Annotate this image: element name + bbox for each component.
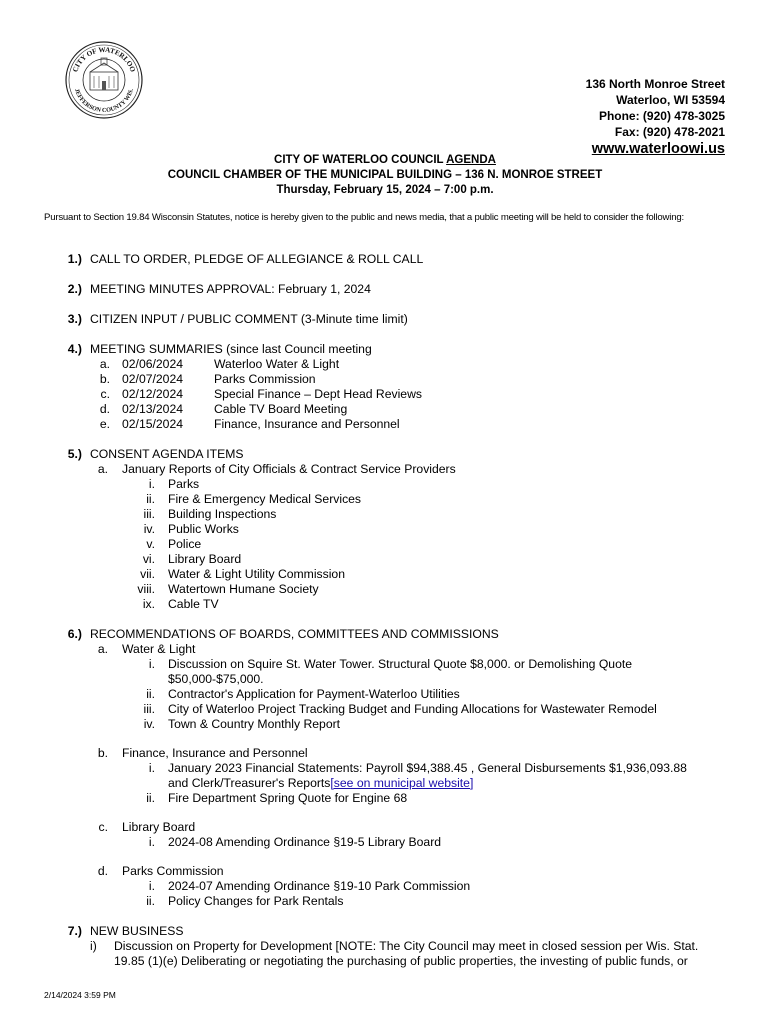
- subsection-letter: c.: [98, 820, 108, 834]
- new-business-item: [0, 939, 770, 969]
- public-notice: Pursuant to Section 19.84 Wisconsin Statutes, notice is hereby given to the public and news media, that a public meeting will be held to consider the following:: [44, 212, 684, 223]
- section-number: 5.): [67, 447, 82, 461]
- section-title: CALL TO ORDER, PLEDGE OF ALLEGIANCE & ROLL CALL: [90, 252, 424, 266]
- agenda-title-prefix: CITY OF WATERLOO COUNCIL: [274, 154, 447, 166]
- section-number: 7.): [67, 924, 82, 938]
- item-text: Library Board: [168, 552, 242, 566]
- print-timestamp: 2/14/2024 3:59 PM: [44, 990, 116, 1000]
- summary-letter: c.: [100, 387, 110, 401]
- report-item: [0, 477, 770, 492]
- summary-letter: e.: [99, 417, 110, 431]
- item-numeral: vii.: [140, 567, 155, 581]
- summary-name: Finance, Insurance and Personnel: [214, 417, 400, 431]
- item-text: Discussion on Squire St. Water Tower. Structural Quote $8,000. or Demolishing Quote $50,000-$75,000.: [168, 657, 633, 686]
- report-item: [0, 567, 770, 582]
- section-title: MEETING MINUTES APPROVAL: February 1, 2024: [90, 282, 371, 296]
- report-item: [0, 507, 770, 522]
- agenda-list: [0, 252, 770, 984]
- item-text: 2024-07 Amending Ordinance §19-10 Park Commission: [168, 879, 471, 893]
- summary-date: 02/12/2024: [122, 387, 183, 401]
- item-numeral: ix.: [142, 597, 155, 611]
- subsection-title: Library Board: [122, 820, 196, 834]
- summary-name: Parks Commission: [214, 372, 316, 386]
- subsection-library: [0, 820, 770, 850]
- item-numeral: ii.: [146, 687, 155, 701]
- report-item: [0, 597, 770, 612]
- item-text: Policy Changes for Park Rentals: [168, 894, 344, 908]
- item-text: Water & Light Utility Commission: [168, 567, 345, 581]
- report-item: [0, 492, 770, 507]
- summary-letter: d.: [99, 402, 110, 416]
- item-numeral: iv.: [143, 717, 155, 731]
- summary-name: Special Finance – Dept Head Reviews: [214, 387, 422, 401]
- item-numeral: i.: [148, 657, 155, 671]
- summary-name: Cable TV Board Meeting: [214, 402, 348, 416]
- subsection-letter: a.: [97, 462, 108, 476]
- item-numeral: viii.: [137, 582, 155, 596]
- subsection-letter: d.: [97, 864, 108, 878]
- recommendation-item: [0, 879, 770, 894]
- agenda-section-2: [0, 282, 770, 297]
- item-text: Discussion on Property for Development [NOTE: The City Council may meet in closed session per Wis. Stat. 19.85 (1)(e) Deliberating or negotiating the purchasing of public properties, the investing of public funds, or: [114, 939, 699, 968]
- item-numeral: ii.: [146, 791, 155, 805]
- city-seal-icon: [64, 40, 144, 120]
- summary-letter: b.: [99, 372, 110, 386]
- subsection-heading: [0, 462, 770, 477]
- item-numeral: i.: [148, 879, 155, 893]
- subsection-title: Finance, Insurance and Personnel: [122, 746, 308, 760]
- address-block: [586, 76, 725, 159]
- summary-date: 02/06/2024: [122, 357, 183, 371]
- recommendation-item: [0, 761, 770, 791]
- summary-date: 02/07/2024: [122, 372, 183, 386]
- item-numeral: ii.: [146, 894, 155, 908]
- agenda-title-block: [0, 153, 770, 198]
- agenda-title: [0, 153, 770, 168]
- recommendation-item: [0, 702, 770, 717]
- report-item: [0, 522, 770, 537]
- report-item: [0, 537, 770, 552]
- item-text: City of Waterloo Project Tracking Budget and Funding Allocations for Wastewater Remodel: [168, 702, 657, 716]
- item-text: Police: [168, 537, 202, 551]
- agenda-section-7: [0, 924, 770, 969]
- recommendation-item: [0, 717, 770, 732]
- item-numeral: iii.: [143, 702, 155, 716]
- summary-date: 02/15/2024: [122, 417, 183, 431]
- subsection-title: Water & Light: [122, 642, 196, 656]
- subsection-water-light: [0, 642, 770, 732]
- summary-item: [0, 417, 770, 432]
- item-text: Town & Country Monthly Report: [168, 717, 341, 731]
- summary-date: 02/13/2024: [122, 402, 183, 416]
- item-numeral: vi.: [142, 552, 155, 566]
- svg-text:JEFFERSON COUNTY WIS.: JEFFERSON COUNTY WIS.: [72, 87, 136, 115]
- item-text: Fire & Emergency Medical Services: [168, 492, 362, 506]
- street-address: 136 North Monroe Street: [585, 77, 725, 91]
- subsection-letter: b.: [97, 746, 108, 760]
- item-text: Public Works: [168, 522, 239, 536]
- summary-item: [0, 372, 770, 387]
- section-title: RECOMMENDATIONS OF BOARDS, COMMITTEES AND COMMISSIONS: [90, 627, 499, 641]
- item-text: Fire Department Spring Quote for Engine 68: [168, 791, 408, 805]
- subsection-title: Parks Commission: [122, 864, 224, 878]
- section-number: 1.): [67, 252, 82, 266]
- fax-number: Fax: (920) 478-2021: [614, 125, 725, 139]
- section-number: 2.): [67, 282, 82, 296]
- section-title: NEW BUSINESS: [90, 924, 184, 938]
- subsection-letter: a.: [97, 642, 108, 656]
- recommendation-item: [0, 835, 770, 850]
- meeting-datetime: Thursday, February 15, 2024 – 7:00 p.m.: [276, 184, 494, 196]
- item-numeral: i.: [148, 477, 155, 491]
- item-text: Cable TV: [168, 597, 219, 611]
- agenda-title-underlined: AGENDA: [446, 154, 496, 166]
- agenda-section-6: [0, 627, 770, 909]
- report-item: [0, 582, 770, 597]
- city-state-zip: Waterloo, WI 53594: [616, 93, 725, 107]
- summary-item: [0, 387, 770, 402]
- item-numeral: v.: [146, 537, 155, 551]
- recommendation-item: [0, 894, 770, 909]
- item-text: 2024-08 Amending Ordinance §19-5 Library Board: [168, 835, 442, 849]
- item-numeral: i.: [148, 761, 155, 775]
- summary-item: [0, 402, 770, 417]
- summary-name: Waterloo Water & Light: [214, 357, 340, 371]
- item-text: [168, 761, 698, 791]
- item-text: Building Inspections: [168, 507, 277, 521]
- section-title: MEETING SUMMARIES (since last Council meeting: [90, 342, 372, 356]
- section-title: CITIZEN INPUT / PUBLIC COMMENT (3-Minute time limit): [90, 312, 408, 326]
- agenda-section-4: [0, 342, 770, 432]
- agenda-section-1: [0, 252, 770, 267]
- recommendation-item: [0, 791, 770, 806]
- svg-text:CITY OF WATERLOO: CITY OF WATERLOO: [71, 45, 137, 74]
- item-numeral: i): [90, 939, 97, 953]
- financial-statement-text: January 2023 Financial Statements: Payroll $94,388.45 , General Disbursements $1,936,093.88 and Clerk/Treasurer's Reports: [168, 761, 687, 790]
- recommendation-item: [0, 657, 770, 687]
- agenda-section-5: [0, 447, 770, 612]
- section-number: 6.): [67, 627, 82, 641]
- municipal-website-link[interactable]: [see on municipal website]: [330, 776, 474, 790]
- subsection-parks: [0, 864, 770, 909]
- summary-item: [0, 357, 770, 372]
- summary-letter: a.: [99, 357, 110, 371]
- meeting-location: COUNCIL CHAMBER OF THE MUNICIPAL BUILDING – 136 N. MONROE STREET: [167, 169, 603, 181]
- item-numeral: i.: [148, 835, 155, 849]
- item-numeral: ii.: [146, 492, 155, 506]
- section-title: CONSENT AGENDA ITEMS: [90, 447, 244, 461]
- item-text: Contractor's Application for Payment-Waterloo Utilities: [168, 687, 460, 701]
- section-number: 4.): [67, 342, 82, 356]
- item-numeral: iii.: [143, 507, 155, 521]
- item-text: Watertown Humane Society: [168, 582, 319, 596]
- subsection-title: January Reports of City Officials & Contract Service Providers: [122, 462, 456, 476]
- item-text: Parks: [168, 477, 200, 491]
- item-numeral: iv.: [143, 522, 155, 536]
- recommendation-item: [0, 687, 770, 702]
- report-item: [0, 552, 770, 567]
- website-link[interactable]: www.waterloowi.us: [591, 141, 725, 157]
- agenda-section-3: [0, 312, 770, 327]
- section-number: 3.): [67, 312, 82, 326]
- subsection-finance: [0, 746, 770, 806]
- phone-number: Phone: (920) 478-3025: [598, 109, 725, 123]
